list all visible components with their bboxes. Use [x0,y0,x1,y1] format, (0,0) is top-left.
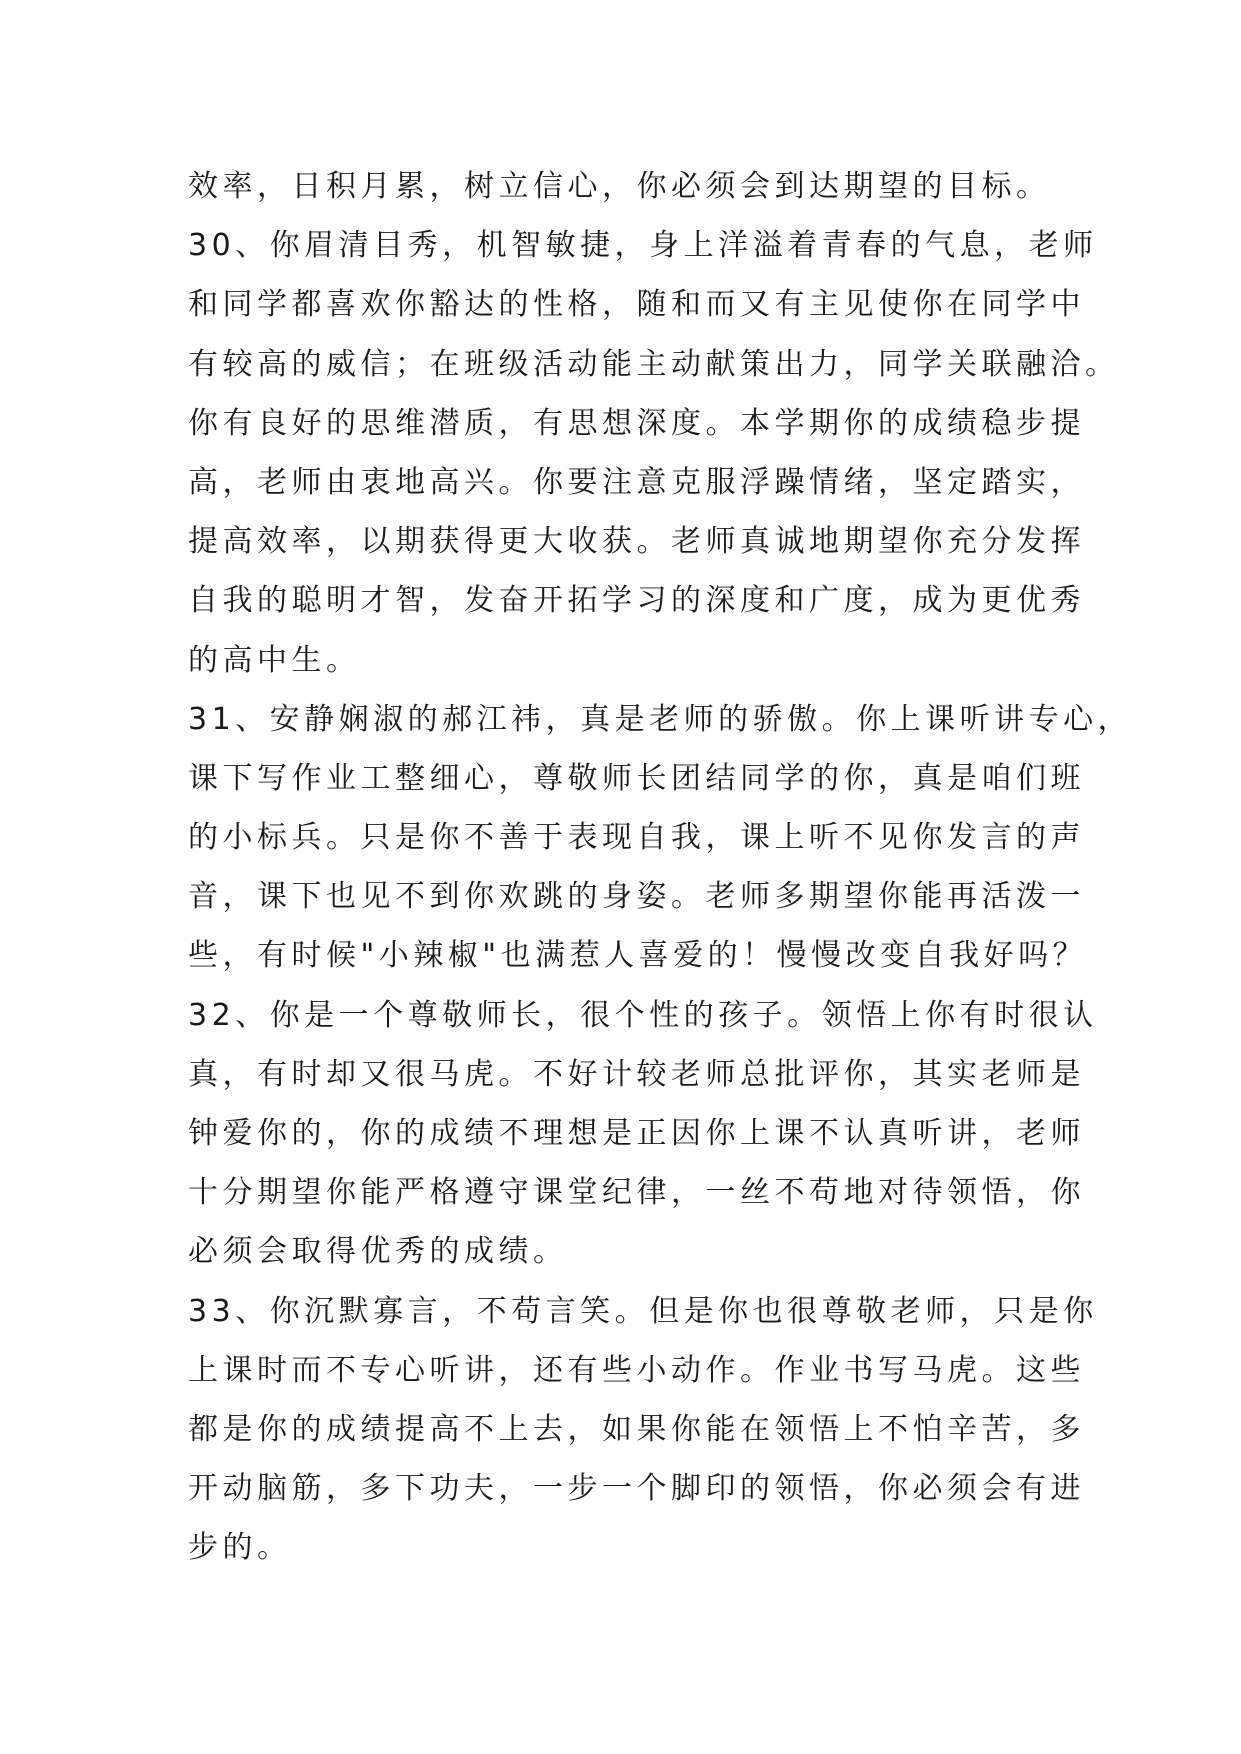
text-line: 效率，日积月累，树立信心，你必须会到达期望的目标。 [188,169,1051,204]
text-line: 开动脑筋，多下功夫，一步一个脚印的领悟，你必须会有进 [188,1471,1085,1507]
text-line: 高，老师由衷地高兴。你要注意克服浮躁情绪，坚定踏实， [188,464,1085,500]
text-line: 30、你眉清目秀，机智敏捷，身上洋溢着青春的气息，老师 [188,228,1098,264]
text-line: 十分期望你能严格遵守课堂纪律，一丝不苟地对待领悟，你 [188,1175,1085,1211]
text-line: 和同学都喜欢你豁达的性格，随和而又有主见使你在同学中 [188,287,1085,323]
text-line: 自我的聪明才智，发奋开拓学习的深度和广度，成为更优秀 [188,583,1085,619]
document-body [188,157,1133,1578]
text-line: 32、你是一个尊敬师长，很个性的孩子。领悟上你有时很认 [188,997,1098,1033]
text-line: 上课时而不专心听讲，还有些小动作。作业书写马虎。这些 [188,1352,1085,1388]
text-line: 课下写作业工整细心，尊敬师长团结同学的你，真是咱们班 [188,760,1085,796]
text-line: 些，有时候"小辣椒"也满惹人喜爱的！慢慢改变自我好吗？ [188,938,1088,974]
text-line: 音，课下也见不到你欢跳的身姿。老师多期望你能再活泼一 [188,879,1085,915]
text-line: 提高效率，以期获得更大收获。老师真诚地期望你充分发挥 [188,524,1085,560]
text-line: 必须会取得优秀的成绩。 [188,1234,568,1270]
text-line: 真，有时却又很马虎。不好计较老师总批评你，其实老师是 [188,1056,1085,1092]
text-line: 31、安静娴淑的郝江祎，真是老师的骄傲。你上课听讲专心， [188,701,1133,737]
text-line: 33、你沉默寡言，不苟言笑。但是你也很尊敬老师，只是你 [188,1293,1098,1329]
text-line: 你有良好的思维潜质，有思想深度。本学期你的成绩稳步提 [188,405,1085,441]
text-line: 步的。 [188,1530,292,1566]
text-line: 的小标兵。只是你不善于表现自我，课上听不见你发言的声 [188,820,1085,856]
text-line: 都是你的成绩提高不上去，如果你能在领悟上不怕辛苦，多 [188,1411,1085,1447]
text-line: 钟爱你的，你的成绩不理想是正因你上课不认真听讲，老师 [188,1116,1085,1151]
text-line: 有较高的威信；在班级活动能主动献策出力，同学关联融洽。 [188,346,1120,382]
text-line: 的高中生。 [188,642,361,678]
